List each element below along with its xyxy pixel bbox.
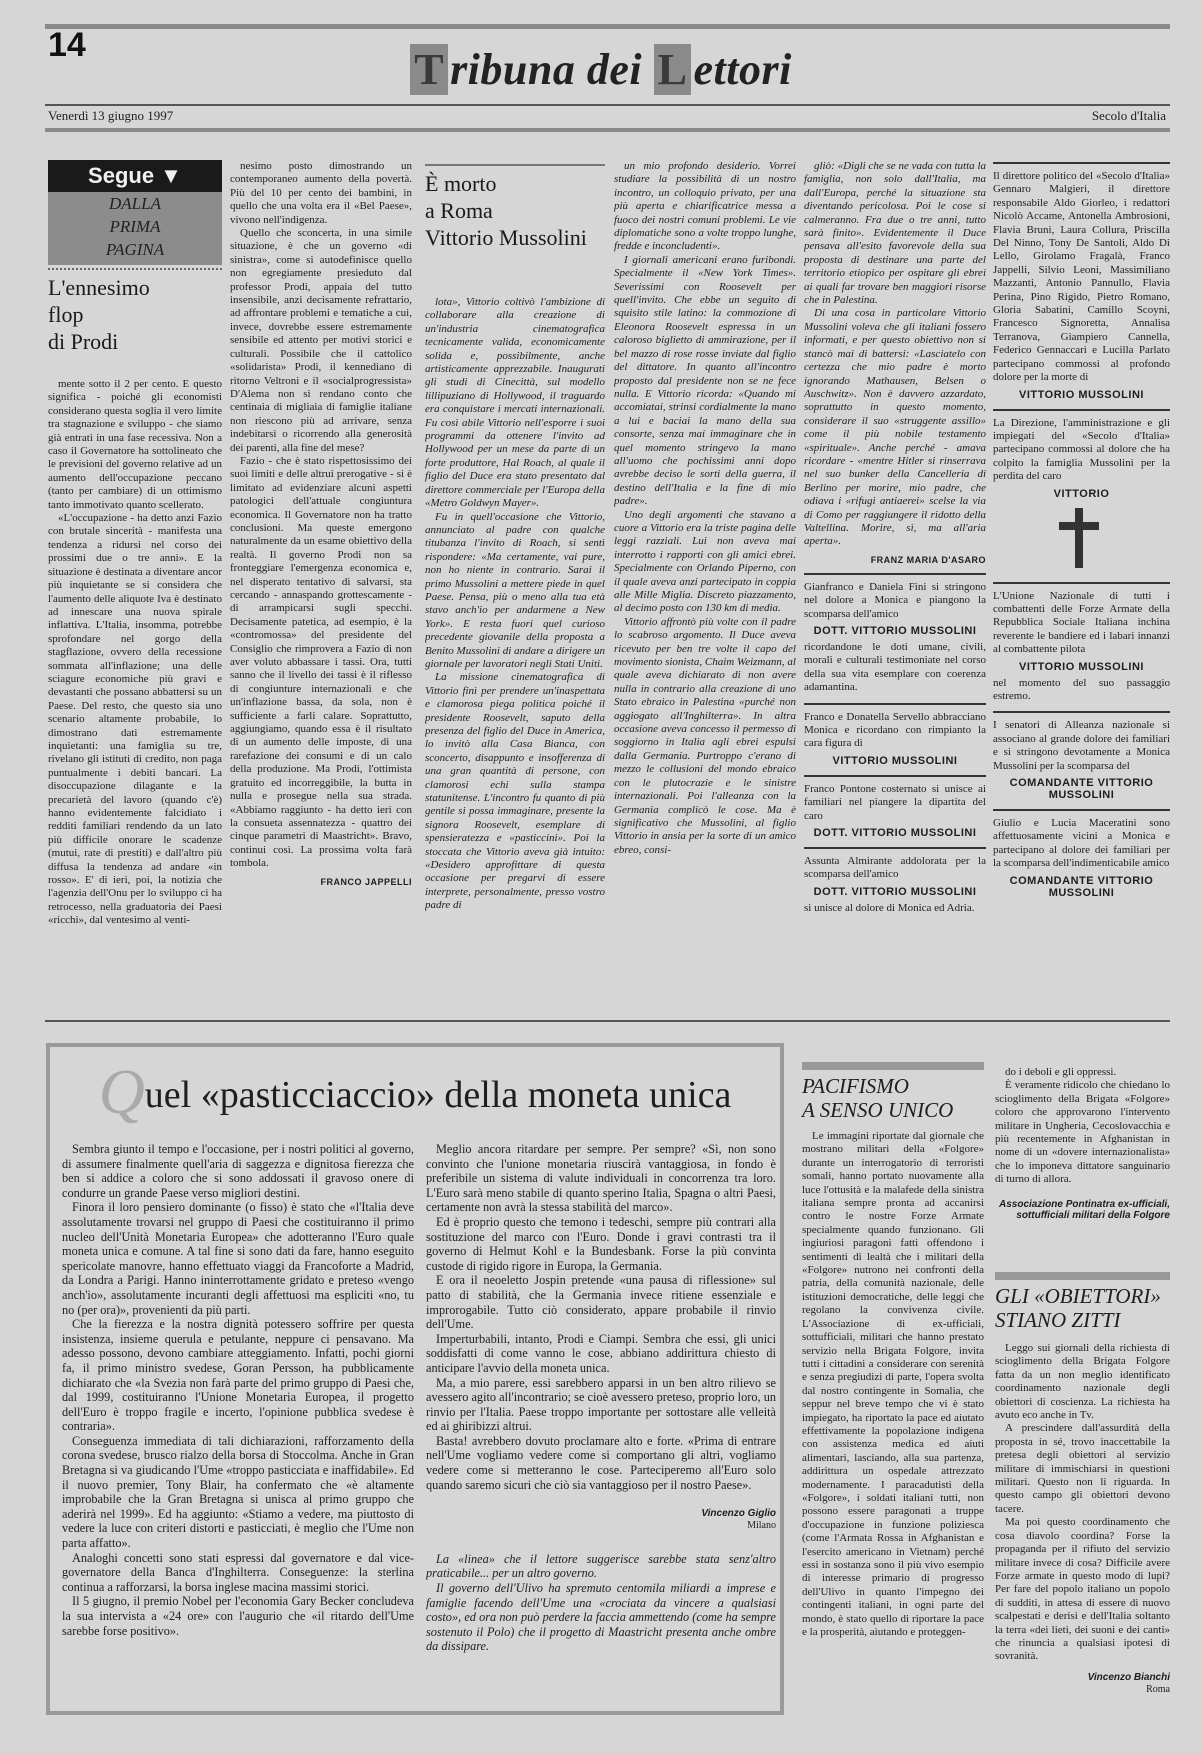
obituary-name: VITTORIO MUSSOLINI <box>832 754 958 767</box>
letter-column <box>802 1130 984 1718</box>
obituary-notice <box>993 582 1170 704</box>
headline-line: Vittorio Mussolini <box>425 225 587 250</box>
segue-line: PRIMA <box>109 217 161 236</box>
obituary-notice <box>804 573 986 695</box>
headline-line: L'ennesimo <box>48 275 150 300</box>
article-column <box>48 378 222 1000</box>
paragraph: Finora il loro pensiero dominante (o fisso) è stato che «l'Italia deve assolutamente trovarsi nel gruppo di Paesi che costituiranno il primo nucleo dell'Unità Monetaria Europea» che adotteranno l'Euro quale moneta unica e comune. A tal fine si sono dati da fare, hanno eseguito spericolate manovre, hanno effettuato viaggi da Francoforte a Madrid, da Londra a Parigi. Hanno ininterrottamente gridato e preteso «vengo anch'io», assolutamente incuranti degli affettuosi ma espliciti «no, tu no (per ora)», provenienti da più parti. <box>62 1200 414 1317</box>
paragraph: Ma, a mio parere, essi sarebbero apparsi in un ben altro rilievo se avessero agito all'incontrario; se cioè avessero preteso, proprio loro, un rinvio per l'Italia. Paese troppo importante per sottostare alle velleità ed ai ghiribizzi altrui. <box>426 1375 776 1434</box>
headline-line: flop <box>48 302 84 327</box>
letter-column <box>426 1142 776 1707</box>
cross-icon <box>993 504 1170 574</box>
editor-reply <box>426 1552 776 1654</box>
paragraph: lota», Vittorio coltivò l'ambizione di collaborare alla creazione di un'industria cinematografica tecnicamente valida, economicamente solida e, possibilmente, anche artisticamente apprezzabile. Inaugurati gli studi di Cinecittà, sul modello lillipuziano di Hollywood, il traguardo era conquistare i mercati internazionali. Fu così abile Vittorio nell'esporre i suoi programmi da ottenere l'invito ad Hollywood per un mese da parte di un forte produttore, Hal Roach, al quale il figlio del Duce era stato presentato dal direttore commerciale per l'Europa della «Metro Goldwyn Mayer». <box>425 296 605 510</box>
obituary-text: Assunta Almirante addolorata per la scomparsa dell'amico <box>804 855 986 881</box>
paragraph: A prescindere dall'assurdità della proposta in sé, trovo inaccettabile la pretesa degli obiettori al servizio militare di immischiarsi in questioni militari. Questo non li riguarda. In questo campo gli obiettori devono tacere. <box>995 1422 1170 1515</box>
paragraph: Conseguenza immediata di tali dichiarazioni, rafforzamento della corona svedese, brusco rialzo della borsa di Stoccolma. Anche in Gran Bretagna si va giudicando l'Ume «troppo pasticciata e inaffidabile». Ed il nuovo premier, Tony Blair, ha confermato che «è altamente improbabile che la Gran Bretagna si unisca al primo gruppo che aderirà nel 1999». Ed ha aggiunto: «Stiamo a vedere, ma piuttosto di vedere la luce con criteri distorti e pasticciati, è meglio che l'Ume non parta affatto». <box>62 1433 414 1551</box>
obituary-name: DOTT. VITTORIO MUSSOLINI <box>813 885 977 898</box>
headline-rule <box>425 164 605 166</box>
letter-signature: Vincenzo Bianchi <box>1087 1671 1170 1683</box>
obituary-text: Franco e Donatella Servello abbracciano Monica e ricordano con rimpianto la cara figura di <box>804 710 986 750</box>
article-body <box>804 160 986 549</box>
obituary-name: VITTORIO MUSSOLINI <box>1019 660 1144 673</box>
headline-line: di Prodi <box>48 329 119 354</box>
paragraph: La missione cinematografica di Vittorio finì per prendere un'inaspettata e clamorosa piega politica poiché il presidente Roosevelt, saputo della presenza del figlio del Duce in America, lo invitò alla Casa Bianca, con sconcerto, disappunto e insofferenza di una gran quantità di persone, con clamorosi echi sulla stampa statunitense. L'incontro fu quanto di più gentile si possa immaginare, presente la signora Roosevelt, esemplare di spensieratezza e «pasticcini». Poi la stoccata che Vittorio aveva già intuito: «Desidero approfittare di questa occasione per pregarvi di essere interprete, personalmente, presso vostro padre di <box>425 671 605 912</box>
obituary-name: DOTT. VITTORIO MUSSOLINI <box>813 625 977 637</box>
paragraph: Basta! avrebbero dovuto proclamare alto e forte. «Prima di entrare nell'Ume vogliamo vedere come si comportano gli altri, vogliamo vedere come si metteranno le cose. Parteciperemo all'Euro solo quando saremo sicuri che ciò sia vantaggioso per il nostro Paese». <box>426 1433 776 1492</box>
paragraph: Le immagini riportate dal giornale che mostrano militari della «Folgore» durante un interrogatorio di terroristi somali, hanno portato nuovamente alla luce l'ottusità e la malafede della sinistra italiana sempre pronta ad accanirsi contro le nostre Forze Armate specialmente quando funzionano. Gli ingiuriosi paragoni fatti offendono i sentimenti di lealtà che i militari della «Folgore» nutrono nei confronti della patria, della comunità nazionale, delle istituzioni democratiche, delle leggi che regolano la convivenza civile. L'Associazione di ex-ufficiali, sottufficiali, militari che hanno prestato servizio nella Brigata Folgore, invita tutti i cittadini a considerare con serenità e senza pregiudizi di parte, l'opera svolta dal nostro contingente in Somalia, che seppur nel breve tempo che vi è stato impiegato, ha riportato la pace ed aiutato effettivamente la popolazione indigena con assistenza medica ed aiuti alimentari, lasciando, alla sua partenza, addirittura un ospedale attrezzato modernamente. I paracadutisti della «Folgore», i soldati italiani tutti, non possono essere paragonati a truppe d'occupazione in funzione poliziesca (come l'Armata Rossa in Afghanistan e l'esercito americano in Vietnam) perché essi in sostanza sono il più vivo esempio di interesse primario di progresso dell'Ulivo in quanto l'impegno dei contingenti italiani, in ogni parte del mondo, è stato quello di riportare la pace e la prosperità, aiutando e proteggen- <box>802 1130 984 1639</box>
obituary-notice <box>993 409 1170 574</box>
title-text: ribuna dei <box>450 45 654 94</box>
article-author: FRANCO JAPPELLI <box>320 876 412 887</box>
headline-line: GLI «OBIETTORI» <box>995 1284 1161 1308</box>
letter-column <box>62 1142 414 1702</box>
obituary-name: DOTT. VITTORIO MUSSOLINI <box>813 827 977 840</box>
article-column <box>804 160 986 1005</box>
letter-body <box>995 1342 1170 1664</box>
obituary-column <box>993 154 1170 1004</box>
letter-column <box>995 1342 1170 1747</box>
paragraph: Ma poi questo coordinamento che cosa diavolo coordina? Forse la propaganda per il rifiuto del servizio militare invece di cosa? Difficile avere Forze armate in questo modo di lupi? Per fare del popolo italiano un popolo di sudditi, in attesa di essere di nuovo scalpestati e derisi e dell'Italia soltanto la terra «dei lieti, dei suoni e dei canti» che rinuncia a qualsiasi ipotesi di sovranità. <box>995 1516 1170 1663</box>
paragraph: È veramente ridicolo che chiedano lo scioglimento della Brigata «Folgore» coloro che approvarono l'intervento militare in Ungheria, Cecoslovacchia e più recentemente in Afghanistan in nome di un «dovere internazionalista» che lo imponeva dittatore sanguinario di turno di allora. <box>995 1079 1170 1186</box>
paragraph: Leggo sui giornali della richiesta di scioglimento della Brigata Folgore fatta da un non meglio identificato coordinamento nazionale degli obiettori di coscienza. La richiesta ha avuto eco anche in Tv. <box>995 1342 1170 1422</box>
obituary-text: Giulio e Lucia Maceratini sono affettuosamente vicini a Monica e partecipano al dolore dei familiari per la scomparsa dell'indimenticabile amico <box>993 817 1170 870</box>
paragraph: La «linea» che il lettore suggerisce sarebbe stata senz'altro praticabile... per un altro governo. <box>426 1551 776 1581</box>
obituary-notice <box>993 162 1170 401</box>
paragraph: mente sotto il 2 per cento. E questo significa - poiché gli economisti considerano questa soglia il vero limite tra stagnazione e sviluppo - che siamo già entrati in una fase recessiva. Non a caso il Governatore ha sottolineato che le previsioni del governo relative ad un aumento dell'occupazione peccano (tanto per cambiare) di un ottimismo tanto immotivato quanto scellerato. <box>48 378 222 511</box>
paragraph: «L'occupazione - ha detto anzi Fazio con brutale sincerità - manifesta una tendenza a ridursi nel corso dei prossimi due o tre anni». E la situazione è destinata a diventare ancor più inquietante se si considera che l'aumento delle aliquote Iva è destinato ad innescare una nuova spirale inflattiva. L'Italia, insomma, potrebbe sprofondare nel gorgo della stagflazione, ovvero della recessione sommata all'inflazione; una delle sciagure economiche più gravi e devastanti che possano abbattersi su un Paese. Del resto, che questo sia uno scenario altamente probabile, lo dimostrano dati estremamente inquietanti: una famiglia su tre, rivelano gli istituti di credito, non paga puntualmente i debiti bancari. La disoccupazione dilagante e la precarietà del lavoro (quando c'è) hanno evidentemente falcidiato i redditi familiari rendendo da un lato più difficile onorare le scadenze (mutui, rate di prestiti) e dall'altro più diffusa la tendenza ad andare «in rosso». E' di ieri, poi, la notizia che l'agenzia dell'Onu per lo sviluppo ci ha retrocesso, nella graduatoria dei Paesi «ricchi», dal ventesimo al venti- <box>48 512 222 927</box>
newspaper-name: Secolo d'Italia <box>1091 108 1166 123</box>
segue-subtitle <box>48 192 222 265</box>
letter-city: Roma <box>1146 1683 1170 1695</box>
letter-city: Milano <box>747 1520 776 1532</box>
article-column <box>614 160 796 1002</box>
letter-body <box>426 1142 776 1492</box>
title-text: ettori <box>693 45 792 94</box>
obituary-notice <box>993 711 1170 801</box>
obituary-name: COMANDANTE VITTORIO MUSSOLINI <box>1009 777 1154 801</box>
letter-headline <box>995 1272 1170 1332</box>
article-column <box>230 160 412 1005</box>
headline-line: STIANO ZITTI <box>995 1308 1121 1332</box>
section-divider <box>45 1020 1170 1022</box>
page-number: 14 <box>48 26 86 64</box>
obituary-text: si unisce al dolore di Monica ed Adria. <box>804 901 975 914</box>
article-author: FRANZ MARIA D'ASARO <box>870 554 986 565</box>
header-rule <box>45 128 1170 132</box>
issue-date: Venerdì 13 giugno 1997 <box>48 108 174 123</box>
headline-initial: Q <box>98 1056 145 1127</box>
paragraph: Che la fierezza e la nostra dignità potessero soffrire per questa insistenza, insieme querula e petulante, neppure ci pensavano. Ma adesso possono, devono cambiare atteggiamento. Infatti, pochi giorni fa, il primo ministro svedese, Goran Persson, ha pubblicamente dichiarato che «la Svezia non farà parte del primo gruppo di Paesi che, dal 1999, costituiranno l'Unione Monetaria Europea, il progetto dell'Euro è troppo fragile e incerto, l'opinione pubblica svedese è contraria». <box>62 1317 414 1434</box>
obituary-text: Il direttore politico del «Secolo d'Italia» Gennaro Malgieri, il direttore responsabile Aldo Giorleo, i redattori Nicolò Accame, Antonella Ambrosioni, Flavia Bruni, Laura Collura, Priscilla Del Ninno, Tony De Santoli, Aldo Di Lello, Girolamo Fragalà, Franco Jappelli, Silvio Leoni, Massimiliano Mazzanti, Antonio Pannullo, Flavia Perina, Pino Rigido, Pietro Romano, Gloria Sabatini, Camillo Scoyni, Francesco Signoretta, Annalisa Terranova, Giampiero Cannella, Federico Gennaccari e Lucilla Parlato partecipano commossi al profondo dolore per la morte di <box>993 170 1170 384</box>
letter-signature: Associazione Pontinatra ex-ufficiali, sottufficiali militari della Folgore <box>999 1198 1170 1221</box>
paragraph: Il 5 giugno, il premio Nobel per l'economia Gary Becker concludeva la sua intervista a «24 ore» con l'augurio che «il ritardo dell'Ume sarebbe forse positivo». <box>62 1594 414 1638</box>
paragraph: do i deboli e gli oppressi. <box>1005 1066 1117 1078</box>
obituary-name: VITTORIO <box>1053 487 1110 500</box>
segue-line: DALLA <box>109 194 161 213</box>
article-column <box>425 296 605 1001</box>
section-title <box>0 44 1202 95</box>
paragraph: Analoghi concetti sono stati espressi dal governatore e dal vice-governatore della Banca d'Inghilterra. Conseguenze: la sterlina continua a rafforzarsi, la borsa inglese macina massimi storici. <box>62 1550 414 1594</box>
obituary-name: VITTORIO MUSSOLINI <box>1019 388 1144 401</box>
letter-signature: Vincenzo Giglio <box>701 1508 776 1520</box>
letter-body <box>995 1066 1170 1187</box>
obituary-text: Gianfranco e Daniela Fini si stringono nel dolore a Monica e piangono la scomparsa dell'amico <box>804 580 986 620</box>
paragraph: un mio profondo desiderio. Vorrei studiare la possibilità di un nostro incontro, un colloquio privato, per una più aperta e chiarificatrice messa a fuoco dei nostri comuni problemi. Le vie diplomatiche sono a volte troppo lunghe, fredde e inconcludenti». <box>614 160 796 253</box>
obituary-text: nel momento del suo passaggio estremo. <box>993 676 1170 702</box>
paragraph: Sembra giunto il tempo e l'occasione, per i nostri politici al governo, di assumere finalmente quell'aria di saggezza e dignitosa fierezza che ben si addice a coloro che si sono addossati il gravoso onere di condurre un grande Paese verso migliori destini. <box>62 1142 414 1200</box>
headline-line: A SENSO UNICO <box>802 1098 954 1122</box>
paragraph: nesimo posto dimostrando un contemporaneo aumento della povertà. Più del 10 per cento dei bambini, in quello che una volta era il «Bel Paese», vivono nell'indigenza. <box>230 160 412 226</box>
obituary-notice <box>804 703 986 767</box>
obituary-notice <box>993 809 1170 899</box>
paragraph: Di una cosa in particolare Vittorio Mussolini voleva che gli italiani fossero informati, e per questo obiettivo non si stancò mai di battersi: «Lasciatelo con certezza che mio padre è morto ignorando Mathausen, Belsen o Auschwitz». Non è davvero azzardato, soprattutto in questo momento, considerare il suo «struggente assillo» come il più nobile testamento «spirituale». Anche perché - amava ricordare - «mentre Hitler si rinserrava nel suo bunker della Cancelleria di Berlino per morire, mio padre, che odiava i «rifugi antiaerei» scelse la via di Como per raggiungere il ridotto della Valtellina. Morire, sì, ma all'aria aperta». <box>804 307 986 548</box>
segue-label: Segue ▼ <box>48 160 222 192</box>
divider <box>48 268 222 270</box>
obituary-list <box>804 573 986 916</box>
paragraph: Il governo dell'Ulivo ha spremuto centomila miliardi a imprese e famiglie facendo dell'Ume una «crociata da vincere a qualsiasi costo», ed ora non può perdere la faccia ammettendo (come ha sempre sostenuto il Polo) che il progetto di Maastricht presenta anche ombre da dissipare. <box>426 1581 776 1654</box>
segue-line: PAGINA <box>105 240 165 259</box>
header-rule <box>45 104 1170 106</box>
top-rule <box>45 24 1170 29</box>
article-headline <box>48 274 222 355</box>
paragraph: Fu in quell'occasione che Vittorio, annunciato al padre con qualche titubanza l'invito di Roach, si sentì rispondere: «Ma certamente, vai pure, non ho niente in contrario. Sarai il primo Mussolini a mettere piede in quel Paese. Pensa, più o meno alla tua età stavo anch'io per andarmene a New York». E resta fuori quel curioso precedente giovanile della proposta a Benito Mussolini di andare a dirigere un giornale per lavoratori negli Stati Uniti. <box>425 510 605 670</box>
title-initial: L <box>654 44 692 95</box>
paragraph: I giornali americani erano furibondi. Specialmente il «New York Times». Severissimi con Roosevelt per quell'invito. Che ebbe un seguito di squisito stile latino: la commozione di Eleonora Roosevelt espressa in un caloroso biglietto di ammirazione, per il bel mazzo di rose rosse inviate dal figlio del dittatore. In quanto all'incontro proposto dal presidente non se ne fece nulla. E Vittorio ricorda: «Quando mi accomiatai, strinsi cordialmente la mano a lui e baciai la mano della sua consorte, senza mai immaginare che in quel momento stringevo la mano all'uomo che pochissimi anni dopo avrebbe deciso le sorti della guerra, il destino dell'Italia e la fine di mio padre». <box>614 253 796 508</box>
obituary-notice <box>804 847 986 915</box>
paragraph: E ora il neoeletto Jospin pretende «una pausa di riflessione» sul patto di stabilità, che la Germania invece ritiene essenziale e improrogabile. Tutto ciò considerato, appare probabile il rinvio dell'Ume. <box>426 1273 776 1332</box>
headline-line: È morto <box>425 171 497 196</box>
obituary-text: L'Unione Nazionale di tutti i combattenti delle Forze Armate della Repubblica Sociale Italiana inchina reverente le bandiere ed i labari innanzi al combattente pilota <box>993 589 1170 656</box>
headline-text: uel «pasticciaccio» della moneta unica <box>144 1074 732 1116</box>
title-initial: T <box>410 44 448 95</box>
paragraph: Meglio ancora ritardare per sempre. Per sempre? «Sì, non sono convinto che l'unione monetaria riuscirà vantaggiosa, in fondo è preferibile un sistema di valute individuali in concorrenza tra loro. L'Euro sarà meno stabile di quanto sperino Italia, Spagna o altri Paesi, certamente non avrà la stessa stabilità del marco». <box>426 1142 776 1215</box>
letter-headline <box>802 1062 984 1122</box>
obituary-text: ricordandone le doti umane, civili, morali e culturali testimoniate nel corso della sua vita esemplare con coerenza adamantina. <box>804 641 986 694</box>
paragraph: Fazio - che è stato rispettosissimo dei suoi limiti e delle altrui prerogative - si è limitato ad evidenziare alcuni aspetti patologici dell'attuale congiuntura economica. Il Governatore non ha tratto conclusioni. Ma queste emergono naturalmente da un esame obiettivo della realtà. Il governo Prodi non sa fronteggiare l'emergenza economica e, nel disperato tentativo di salvarsi, sta cercando - annaspando grottescamente - di arrampicarsi sugli specchi. Decisamente patetica, ad esempio, è la «contromossa» del presidente del Consiglio che rimprovera a Fazio di non aver voluto abbassare i tassi. Ora, tutti sanno che il livello dei tassi è il riflesso di congiunture internazionali e che un'inflazione bassa, da sola, non è sufficiente a farli calare. Soprattutto, aggiungiamo, quando essa è il risultato di un aumento delle imposte, di una rarefazione dei consumi e di un calo della produzione. Ma Prodi, l'ottimista gratuito ed incorreggibile, la butta in nulla e prosegue nella sua strada. «Abbiamo raggiunto - ha detto ieri con la consueta assennatezza - quattro dei cinque parametri di Maastricht». Bravo, continui così. La prossima volta farà tombola. <box>230 454 412 870</box>
headline-line: PACIFISMO <box>802 1074 909 1098</box>
obituary-notice <box>804 775 986 839</box>
letter-column <box>995 1066 1170 1266</box>
paragraph: Vittorio affrontò più volte con il padre lo scabroso argomento. Il Duce aveva ricevuto per ben tre volte il capo del movimento sionista, Chaim Weizmann, al quale aveva dichiarato di non avere nulla in contrario alla creazione di uno Stato ebraico in Palestina «purché non aggiogato all'Inghilterra». In altra occasione aveva concesso il permesso di soggiorno in Italia agli ebrei espulsi dalla Germania. Purtroppo c'erano di mezzo le collusioni del mondo ebraico con le plutocrazie e le sinistre internazionali. Poi l'alleanza con la Germania complicò le cose. Ma è significativo che Mussolini, al figlio Vittorio in ansia per la sorte di un amico ebreo, consi- <box>614 615 796 856</box>
paragraph: gliò: «Digli che se ne vada con tutta la famiglia, non solo dall'Italia, ma dall'Europa, perché la situazione sta diventando pericolosa. Poi le cose si calmeranno. Fra due o tre anni, tutto sarà finito». Evidentemente il Duce pensava all'esito favorevole della sua proposta di destinare una parte del territorio etiopico per ospitare gli ebrei ai quali far trovare ben maggiori risorse che in Palestina. <box>804 160 986 307</box>
article-body <box>230 160 412 871</box>
obituary-text: Franco Pontone costernato si unisce ai familiari nel piangere la dipartita del caro <box>804 782 986 822</box>
paragraph: Imperturbabili, intanto, Prodi e Ciampi. Sembra che essi, gli unici soddisfatti di come vanno le cose, abbiano addirittura chiesto di anticipare l'avvio della moneta unica. <box>426 1331 776 1375</box>
obituary-list <box>993 162 1170 899</box>
article-headline <box>425 170 607 251</box>
obituary-name: COMANDANTE VITTORIO MUSSOLINI <box>1009 874 1154 899</box>
obituary-text: La Direzione, l'amministrazione e gli impiegati del «Secolo d'Italia» partecipano commossi al dolore che ha colpito la famiglia Mussolini per la perdita del caro <box>993 416 1170 483</box>
paragraph: Quello che sconcerta, in una simile situazione, è che un governo «di sinistra», come si autodefinisce quello non egregiamente presieduto dal professor Prodi, appaia del tutto insensibile, anzi decisamente refrattario, ad affrontare problemi e tematiche a cui, invece, dovrebbe essere estremamente sensibile ed attento per motivi storici e culturali. Possibile che il cattolico «solidarista» Prodi, il kennediano di ritorno Veltroni e il «socialprogressista» D'Alema non si rendano conto che centinaia di migliaia di famiglie italiane non riescono più ad arrivare, senza indebitarsi o ricorrendo alla generosità dei parenti, alla fine del mese? <box>230 227 412 454</box>
paragraph: Ed è proprio questo che temono i tedeschi, sempre più contrari alla sostituzione del marco con l'Euro. Donde i gravi contrasti tra il governo di Helmut Kohl e la Bundesbank. Forse la più convinta custode di rigido rigore in Europa, la Germania. <box>426 1214 776 1273</box>
letter-headline <box>50 1056 780 1127</box>
obituary-text: I senatori di Alleanza nazionale si associano al grande dolore dei familiari e si stringono devotamente a Monica Mussolini per la scomparsa del <box>993 719 1170 772</box>
paragraph: Uno degli argomenti che stavano a cuore a Vittorio era la triste pagina delle leggi razziali. Lui non aveva mai interrotto i rapporti con gli amici ebrei. Specialmente con Orlando Piperno, con il quale aveva anzi partecipato in coppia alle Mille Miglia. Discreto piazzamento, al decimo posto con 130 km di media. <box>614 508 796 615</box>
headline-line: a Roma <box>425 198 493 223</box>
